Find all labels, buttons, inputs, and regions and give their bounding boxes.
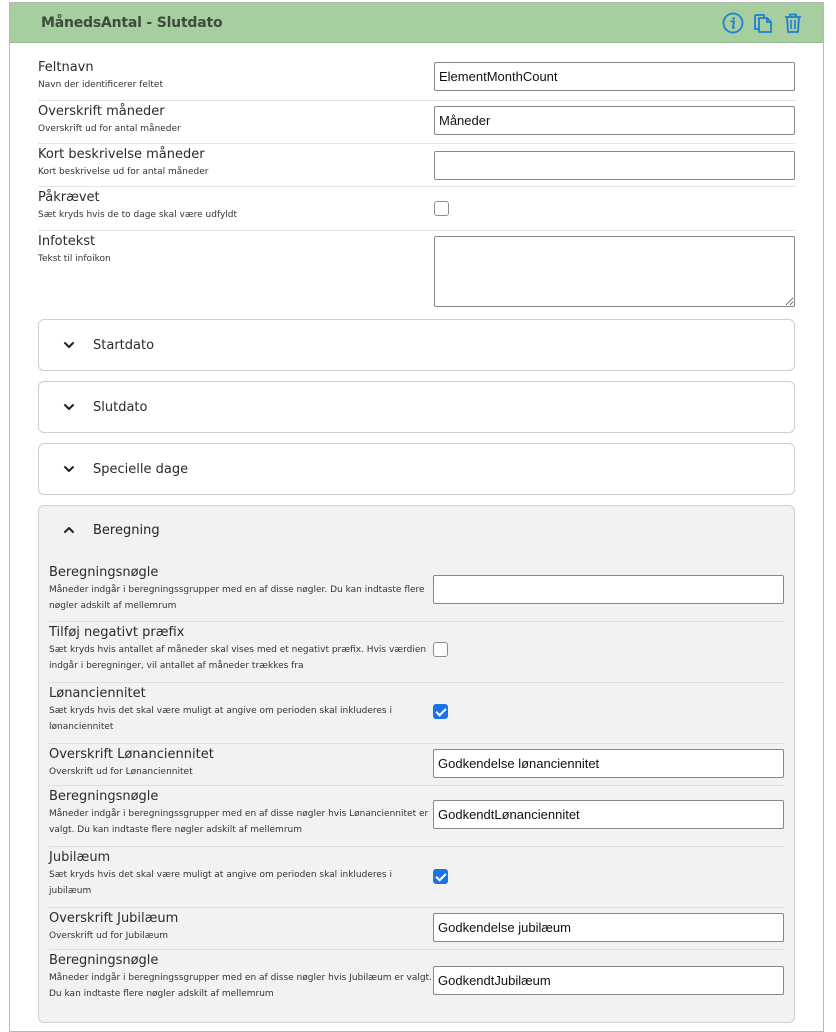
field-description: Måneder indgår i beregningssgrupper med en af disse nøgler hvis Jubilæum er valgt. Du kan indtaste flere nøgler adskilt af mellemrum	[49, 973, 432, 999]
accordion-slutdato[interactable]	[38, 381, 795, 433]
feltnavn-input[interactable]	[434, 62, 795, 91]
overskrift-jubilaeum-input[interactable]	[433, 913, 784, 942]
field-description: Overskrift ud for Lønanciennitet	[49, 767, 193, 777]
calc-row-overskrift-loenanciennitet	[49, 744, 784, 786]
calc-row-negativt-praefix	[49, 622, 784, 683]
field-description: Sæt kryds hvis de to dage skal være udfyldt	[38, 210, 238, 220]
field-description: Tekst til infoikon	[38, 254, 111, 264]
panel-header	[10, 3, 823, 43]
field-title: Beregningsnøgle	[49, 789, 159, 804]
field-title: Kort beskrivelse måneder	[38, 147, 205, 162]
panel-title: MånedsAntal - Slutdato	[41, 14, 223, 31]
field-row-feltnavn	[38, 57, 795, 101]
info-icon[interactable]	[721, 11, 745, 35]
beregningsnoegle-loen-input[interactable]	[433, 800, 784, 829]
field-title: Overskrift Lønanciennitet	[49, 747, 214, 762]
accordion-label: Slutdato	[93, 399, 148, 415]
overskrift-maaneder-input[interactable]	[434, 106, 795, 135]
field-title: Infotekst	[38, 234, 96, 249]
chevron-up-icon	[63, 524, 75, 536]
chevron-down-icon	[63, 463, 75, 475]
field-row-overskrift-maaneder	[38, 101, 795, 144]
field-description: Måneder indgår i beregningssgrupper med en af disse nøgler hvis Lønanciennitet er valgt. Du kan indtaste flere nøgler adskilt af mellemrum	[49, 809, 429, 835]
field-row-kort-beskrivelse	[38, 144, 795, 187]
panel-content	[10, 43, 823, 1023]
field-title: Overskrift måneder	[38, 104, 165, 119]
infotekst-textarea[interactable]	[434, 236, 795, 307]
calc-row-overskrift-jubilaeum	[49, 908, 784, 950]
element-panel	[9, 2, 824, 1032]
accordion-specielle-dage[interactable]	[38, 443, 795, 495]
chevron-down-icon	[63, 401, 75, 413]
overskrift-loenanciennitet-input[interactable]	[433, 749, 784, 778]
field-description: Overskrift ud for Jubilæum	[49, 931, 169, 941]
copy-icon[interactable]	[751, 11, 775, 35]
field-description: Kort beskrivelse ud for antal måneder	[38, 167, 209, 177]
field-description: Navn der identificerer feltet	[38, 80, 163, 90]
chevron-down-icon	[63, 339, 75, 351]
trash-icon[interactable]	[781, 11, 805, 35]
field-description: Sæt kryds hvis det skal være muligt at angive om perioden skal inkluderes i lønanciennitet	[49, 706, 392, 732]
calc-row-beregningsnoegle-jub	[49, 950, 784, 1012]
field-title: Beregningsnøgle	[49, 953, 159, 968]
field-row-paakraevet	[38, 187, 795, 231]
paakraevet-checkbox[interactable]	[434, 201, 449, 216]
field-title: Overskrift Jubilæum	[49, 911, 179, 926]
field-title: Lønanciennitet	[49, 686, 146, 701]
calc-row-beregningsnoegle-loen	[49, 786, 784, 847]
accordion-label: Startdato	[93, 337, 155, 353]
calc-row-loenanciennitet	[49, 683, 784, 744]
loenanciennitet-checkbox[interactable]	[433, 704, 448, 719]
field-title: Påkrævet	[38, 190, 100, 205]
calc-row-beregningsnoegle	[49, 562, 784, 622]
field-title: Jubilæum	[49, 850, 111, 865]
accordion-beregning-header[interactable]	[49, 506, 784, 554]
accordion-label: Specielle dage	[93, 461, 189, 477]
beregningsnoegle-input[interactable]	[433, 575, 784, 604]
field-description: Sæt kryds hvis det skal være muligt at angive om perioden skal inkluderes i jubilæum	[49, 870, 392, 896]
header-actions	[721, 11, 805, 35]
field-row-infotekst	[38, 231, 795, 311]
field-description: Overskrift ud for antal måneder	[38, 124, 181, 134]
jubilaeum-checkbox[interactable]	[433, 869, 448, 884]
beregningsnoegle-jub-input[interactable]	[433, 966, 784, 995]
field-title: Tilføj negativt præfix	[49, 625, 185, 640]
field-description: Sæt kryds hvis antallet af måneder skal vises med et negativt præfix. Hvis værdien indgår i beregninger, vil antallet af måneder trækkes fra	[49, 645, 427, 671]
calc-row-jubilaeum	[49, 847, 784, 908]
accordion-startdato[interactable]	[38, 319, 795, 371]
negativt-praefix-checkbox[interactable]	[433, 642, 448, 657]
accordion-beregning	[38, 505, 795, 1023]
field-description: Måneder indgår i beregningssgrupper med en af disse nøgler. Du kan indtaste flere nøgler adskilt af mellemrum	[49, 585, 425, 611]
kort-beskrivelse-input[interactable]	[434, 151, 795, 180]
field-title: Feltnavn	[38, 60, 94, 75]
field-title: Beregningsnøgle	[49, 565, 159, 580]
accordion-label: Beregning	[93, 522, 160, 538]
